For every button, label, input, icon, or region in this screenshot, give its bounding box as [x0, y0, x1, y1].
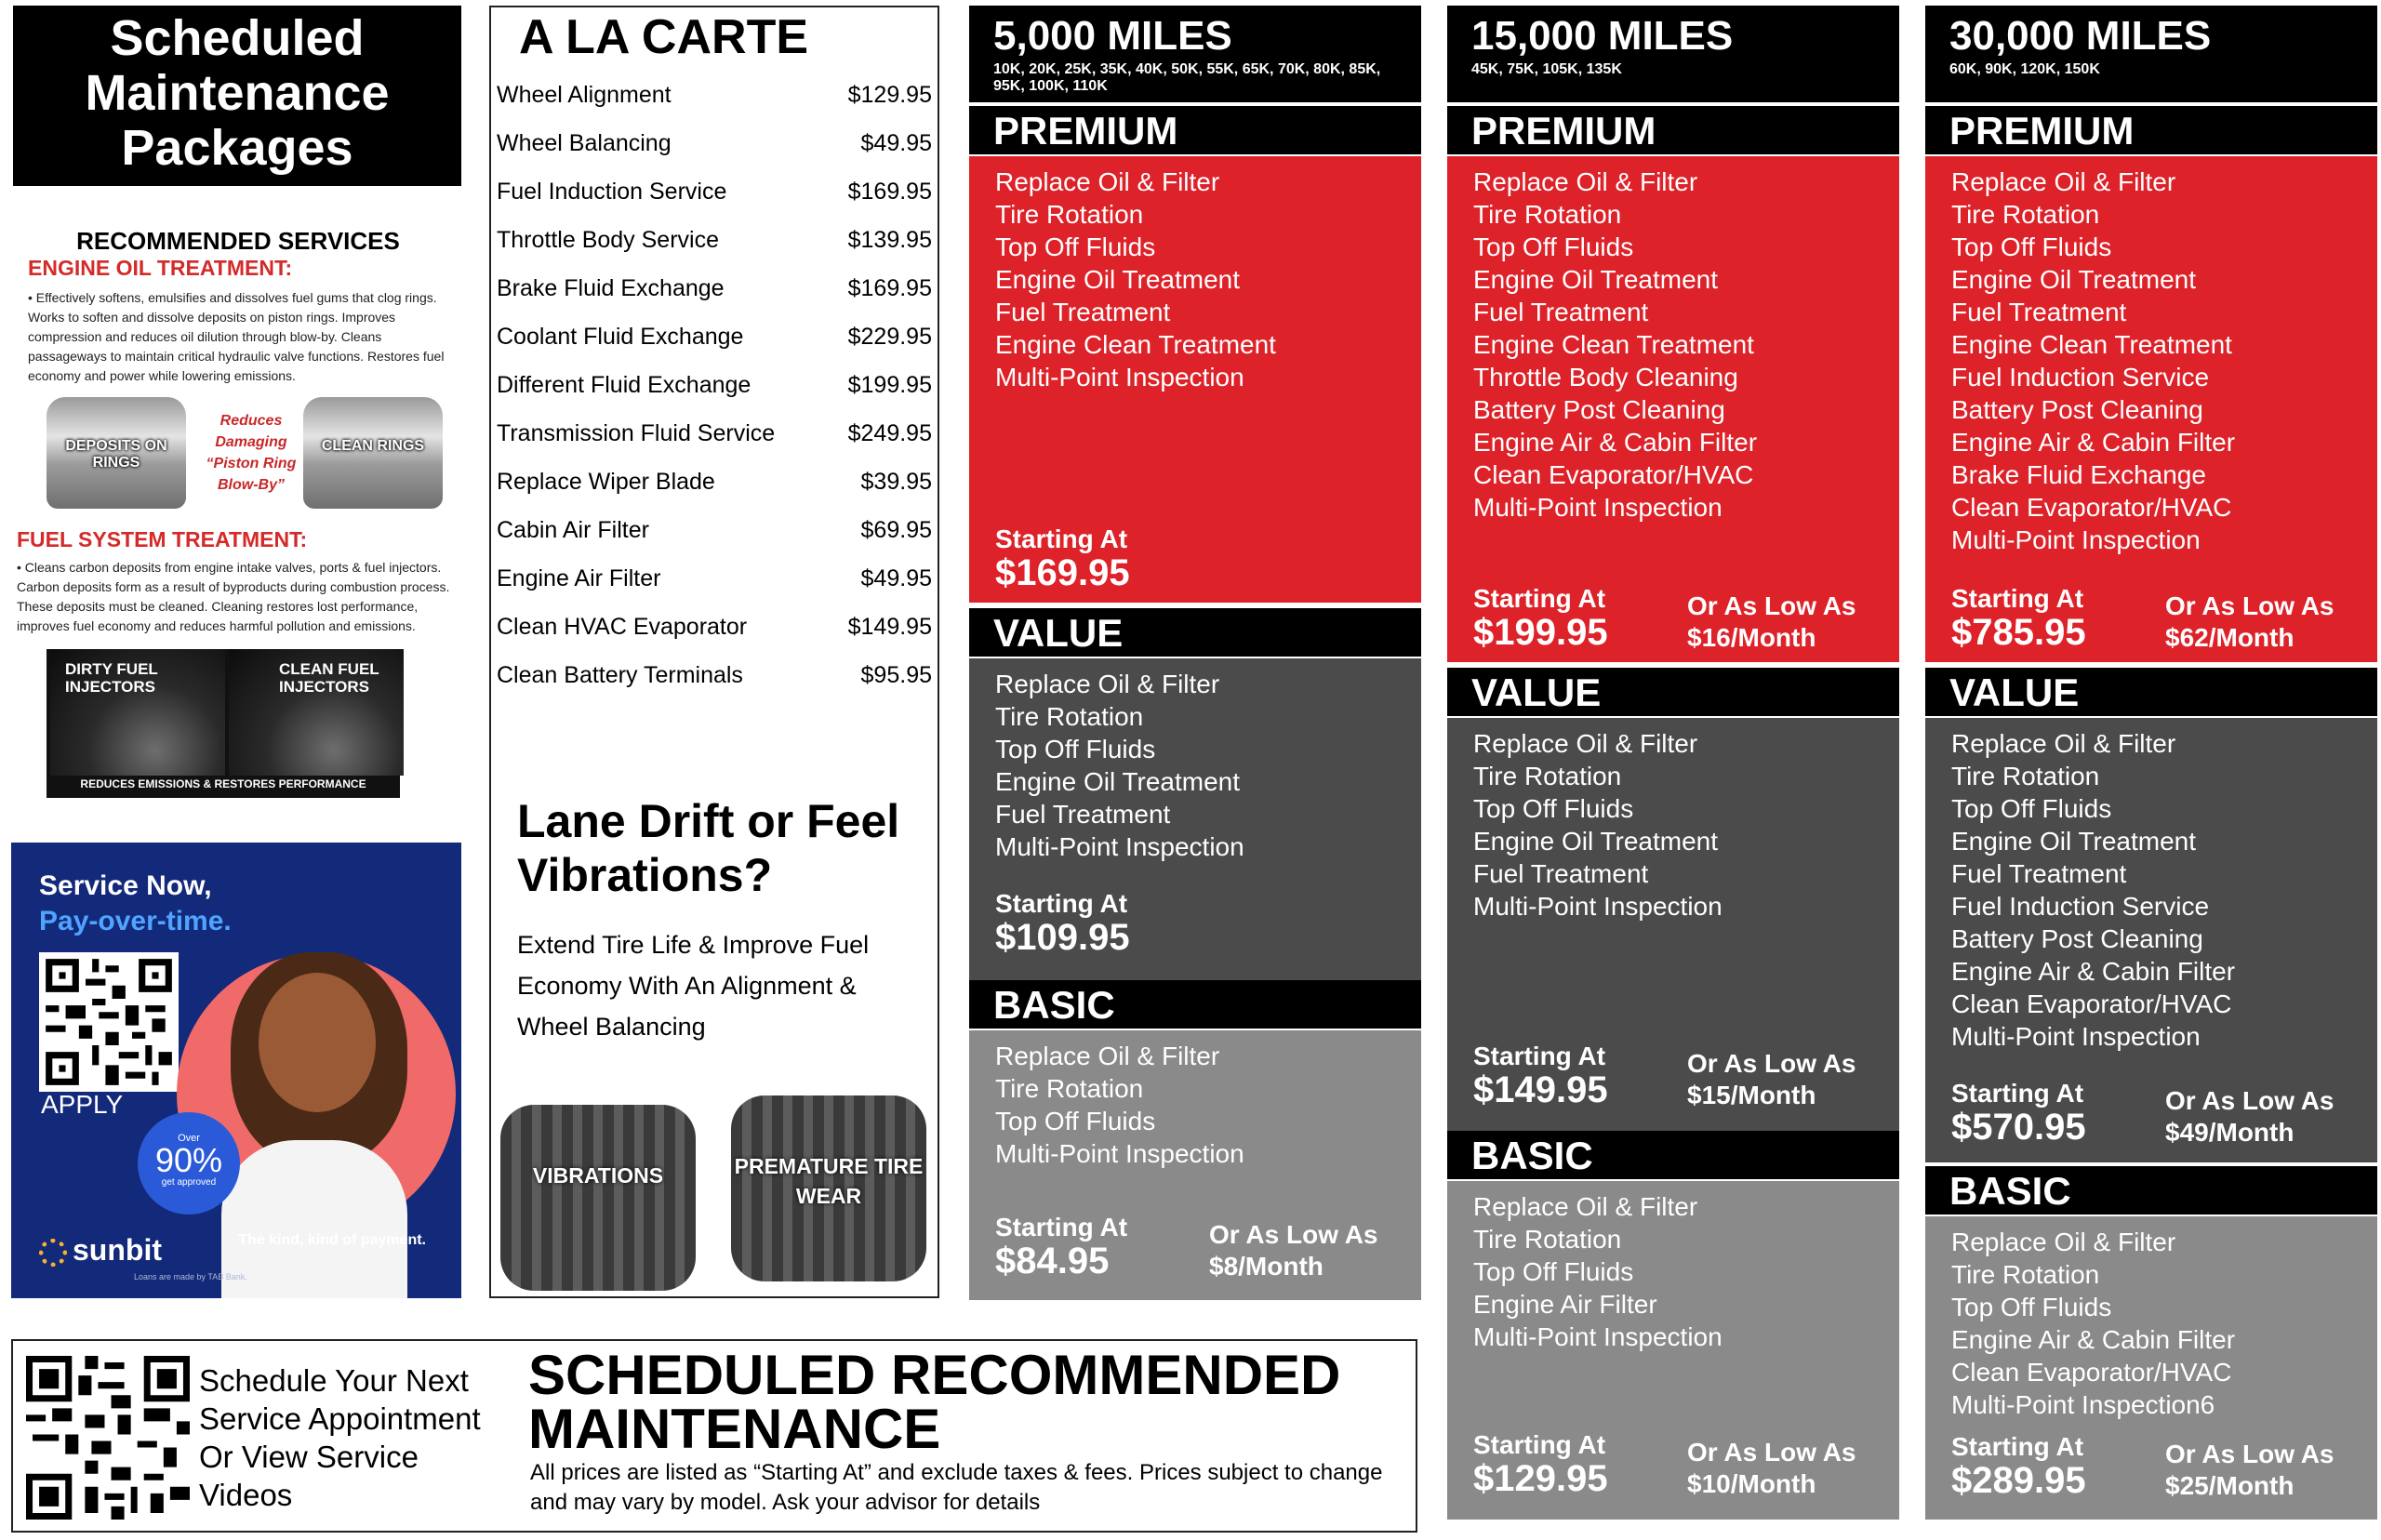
fuel-system-description: • Cleans carbon deposits from engine intake valves, ports & fuel injectors. Carbon deposits form as a result of byproducts during combustion process. These deposits must be cleaned. Cleaning restores lost performance, improves fuel economy and reduces harmful pollution and emissions.: [17, 560, 450, 633]
piston-clean-image: [303, 397, 443, 509]
or-as-low-as-label: Or As Low As: [1687, 591, 1856, 620]
starting-at-label: Starting At: [1951, 1079, 2084, 1108]
monthly-price: $8/Month: [1209, 1252, 1324, 1281]
service-item: Multi-Point Inspection: [995, 363, 1244, 392]
monthly-price: $49/Month: [2165, 1118, 2295, 1147]
service-item: Tire Rotation: [1951, 200, 2100, 229]
monthly-price: $10/Month: [1687, 1469, 1816, 1498]
tier-items: [995, 668, 1244, 863]
monthly-price: $15/Month: [1687, 1081, 1816, 1109]
service-item: Multi-Point Inspection: [995, 1139, 1244, 1168]
or-as-low-as-label: Or As Low As: [1687, 1049, 1856, 1078]
service-item: Multi-Point Inspection: [1473, 493, 1723, 522]
service-item: Top Off Fluids: [1473, 794, 1634, 823]
footer-banner: [11, 1339, 1417, 1533]
footer-headline: SCHEDULED RECOMMENDED MAINTENANCE: [528, 1344, 1341, 1460]
service-item: Engine Oil Treatment: [995, 265, 1241, 294]
tier-basic: [969, 1030, 1421, 1300]
menu-item: [497, 130, 932, 158]
service-item: Tire Rotation: [1951, 1260, 2100, 1289]
service-item: Top Off Fluids: [1951, 1293, 2112, 1321]
service-item: Battery Post Cleaning: [1951, 924, 2203, 953]
badge-approved: get approved: [161, 1177, 217, 1188]
menu-item: [497, 517, 932, 545]
service-item: Tire Rotation: [1473, 1225, 1622, 1254]
tier-header-value: VALUE: [969, 608, 1421, 657]
service-item: Engine Oil Treatment: [1473, 265, 1719, 294]
person-torso: [221, 1140, 407, 1298]
service-item: Clean Evaporator/HVAC: [1951, 989, 2232, 1018]
sunbit-tagline: The kind, kind of payment.: [238, 1232, 426, 1248]
menu-item-name: Wheel Alignment: [497, 82, 672, 108]
menu-item: [497, 179, 932, 206]
or-as-low-as-label: Or As Low As: [2165, 1440, 2334, 1468]
schedule-qr-code[interactable]: [26, 1356, 190, 1520]
tier-items: [1473, 1190, 1723, 1353]
service-item: Multi-Point Inspection: [995, 832, 1244, 861]
tier-premium: [1925, 156, 2377, 662]
schedule-text: [199, 1361, 481, 1514]
service-item: Top Off Fluids: [995, 1107, 1156, 1135]
or-as-low-as-label: Or As Low As: [1687, 1438, 1856, 1467]
menu-item-price: $199.95: [847, 372, 932, 398]
service-item: Tire Rotation: [995, 702, 1144, 731]
tier-header-value: VALUE: [1447, 668, 1899, 716]
menu-item-name: Wheel Balancing: [497, 130, 672, 156]
monthly-price: $25/Month: [2165, 1471, 2295, 1500]
or-as-low-as-label: Or As Low As: [1209, 1220, 1378, 1249]
title-line: Scheduled: [110, 10, 365, 66]
miles-title: 5,000 MILES: [993, 13, 1232, 59]
service-item: Engine Clean Treatment: [1951, 330, 2232, 359]
service-item: Replace Oil & Filter: [1473, 1192, 1698, 1221]
menu-item-name: Replace Wiper Blade: [497, 469, 715, 495]
service-item: Fuel Treatment: [1473, 298, 1649, 326]
tier-items: [1951, 166, 2235, 556]
schedule-line: Videos: [199, 1478, 293, 1512]
fuel-system-heading: FUEL SYSTEM TREATMENT:: [17, 527, 308, 551]
sunbit-qr-code[interactable]: [39, 952, 179, 1092]
tire-wear-label: PREMATURE TIRE WEAR: [734, 1154, 924, 1208]
service-item: Clean Evaporator/HVAC: [1951, 493, 2232, 522]
service-item: Engine Clean Treatment: [1473, 330, 1754, 359]
menu-item: [497, 662, 932, 690]
lane-drift-heading: Lane Drift or Feel Vibrations?: [517, 795, 900, 901]
starting-at-label: Starting At: [1951, 584, 2084, 613]
title-line: Maintenance: [85, 65, 390, 121]
service-item: Engine Air & Cabin Filter: [1473, 428, 1758, 457]
schedule-line: Or View Service: [199, 1440, 419, 1474]
menu-item-name: Clean Battery Terminals: [497, 662, 743, 688]
engine-oil-description: • Effectively softens, emulsifies and dissolves fuel gums that clog rings. Works to soften and dissolve deposits on piston rings. Improves compression and reduces oil dilution through blow-by. Cleans passageways to maintain critical hydraulic valve functions. Restores fuel economy and power while lowering emissions.: [28, 290, 445, 383]
injector-caption: REDUCES EMISSIONS & RESTORES PERFORMANCE: [80, 777, 366, 790]
service-item: Replace Oil & Filter: [1951, 1228, 2176, 1256]
service-item: Replace Oil & Filter: [1951, 729, 2176, 758]
menu-item-name: Transmission Fluid Service: [497, 420, 776, 446]
miles-header: [969, 6, 1421, 102]
service-item: Replace Oil & Filter: [995, 1042, 1220, 1070]
menu-item-price: $229.95: [847, 324, 932, 350]
tier-items: [995, 1040, 1244, 1170]
tier-header-premium: PREMIUM: [1447, 106, 1899, 154]
tier-value: [1447, 718, 1899, 1131]
tier-items: [1473, 166, 1757, 524]
service-item: Fuel Induction Service: [1951, 892, 2210, 921]
monthly-price: $62/Month: [2165, 623, 2295, 652]
service-item: Multi-Point Inspection: [1951, 525, 2201, 554]
menu-item-price: $129.95: [847, 82, 932, 108]
miles-intervals: 60K, 90K, 120K, 150K: [1949, 61, 2100, 77]
piston-clean-label: CLEAN RINGS: [321, 438, 425, 454]
tier-header-basic: BASIC: [1447, 1131, 1899, 1179]
menu-item: [497, 614, 932, 642]
service-item: Top Off Fluids: [1473, 232, 1634, 261]
service-item: Fuel Induction Service: [1951, 363, 2210, 392]
starting-price: $785.95: [1951, 612, 2086, 653]
menu-item-name: Engine Air Filter: [497, 565, 661, 591]
service-item: Multi-Point Inspection: [1473, 892, 1723, 921]
miles-header: [1925, 6, 2377, 102]
menu-item-price: $95.95: [860, 662, 932, 688]
service-item: Engine Air & Cabin Filter: [1951, 428, 2236, 457]
tire-vibrations-image: [500, 1105, 696, 1291]
menu-item: [497, 469, 932, 497]
approval-badge: [138, 1112, 240, 1215]
service-item: Top Off Fluids: [995, 232, 1156, 261]
service-item: Engine Oil Treatment: [1473, 827, 1719, 856]
menu-item: [497, 275, 932, 303]
tier-header-premium: PREMIUM: [1925, 106, 2377, 154]
service-item: Tire Rotation: [995, 1074, 1144, 1103]
starting-at-label: Starting At: [1473, 584, 1606, 613]
sunbit-subheadline: Pay-over-time.: [39, 906, 232, 936]
menu-item: [497, 227, 932, 255]
menu-item-name: Clean HVAC Evaporator: [497, 614, 748, 640]
menu-item: [497, 420, 932, 448]
service-item: Multi-Point Inspection: [1951, 1022, 2201, 1051]
service-item: Fuel Treatment: [1473, 859, 1649, 888]
starting-at-label: Starting At: [1473, 1430, 1606, 1459]
clean-injector-label: CLEAN FUEL INJECTORS: [279, 660, 379, 696]
service-item: Tire Rotation: [1951, 762, 2100, 790]
starting-price: $129.95: [1473, 1458, 1608, 1499]
service-item: Brake Fluid Exchange: [1951, 460, 2206, 489]
badge-percent: 90%: [154, 1141, 223, 1179]
menu-item-name: Different Fluid Exchange: [497, 372, 752, 398]
engine-oil-heading: ENGINE OIL TREATMENT:: [28, 256, 293, 280]
apply-label[interactable]: APPLY: [41, 1090, 124, 1119]
service-item: Engine Air & Cabin Filter: [1951, 957, 2236, 986]
service-item: Tire Rotation: [1473, 200, 1622, 229]
menu-item-price: $139.95: [847, 227, 932, 253]
schedule-line: Service Appointment: [199, 1401, 481, 1436]
service-item: Engine Air & Cabin Filter: [1951, 1325, 2236, 1354]
service-item: Top Off Fluids: [1951, 232, 2112, 261]
tier-basic: [1447, 1181, 1899, 1520]
starting-price: $84.95: [995, 1241, 1110, 1281]
schedule-line: Schedule Your Next: [199, 1363, 469, 1398]
starting-price: $199.95: [1473, 612, 1608, 653]
miles-intervals: 10K, 20K, 25K, 35K, 40K, 50K, 55K, 65K, 70K, 80K, 85K, 95K, 100K, 110K: [993, 61, 1381, 94]
page-title: [13, 6, 461, 186]
menu-item: [497, 372, 932, 400]
service-item: Tire Rotation: [995, 200, 1144, 229]
service-item: Multi-Point Inspection6: [1951, 1390, 2215, 1419]
starting-price: $169.95: [995, 552, 1130, 593]
menu-item: [497, 82, 932, 110]
service-item: Replace Oil & Filter: [1951, 167, 2176, 196]
tier-value: [1925, 718, 2377, 1162]
sunbit-headline: Service Now,: [39, 870, 212, 901]
person-face: [259, 973, 376, 1112]
tier-items: [995, 166, 1276, 393]
miles-title: 30,000 MILES: [1949, 13, 2212, 59]
service-item: Fuel Treatment: [995, 800, 1171, 829]
title-line: Packages: [121, 120, 353, 176]
starting-at-label: Starting At: [1951, 1432, 2084, 1461]
service-item: Engine Oil Treatment: [1951, 265, 2197, 294]
menu-item-name: Brake Fluid Exchange: [497, 275, 725, 301]
service-item: Clean Evaporator/HVAC: [1951, 1358, 2232, 1387]
service-item: Fuel Treatment: [1951, 298, 2127, 326]
service-item: Engine Oil Treatment: [995, 767, 1241, 796]
menu-item-price: $169.95: [847, 275, 932, 301]
menu-item-name: Fuel Induction Service: [497, 179, 727, 205]
menu-item-price: $69.95: [860, 517, 932, 543]
sunbit-ad: [11, 843, 461, 1298]
service-item: Replace Oil & Filter: [1473, 729, 1698, 758]
service-item: Top Off Fluids: [1473, 1257, 1634, 1286]
service-item: Fuel Treatment: [1951, 859, 2127, 888]
menu-item-price: $149.95: [847, 614, 932, 640]
menu-item-name: Throttle Body Service: [497, 227, 719, 253]
menu-item-price: $169.95: [847, 179, 932, 205]
menu-item-price: $49.95: [860, 130, 932, 156]
service-item: Replace Oil & Filter: [995, 167, 1220, 196]
dirty-injector-label: DIRTY FUEL INJECTORS: [65, 660, 158, 696]
tier-premium: [1447, 156, 1899, 662]
tier-premium: [969, 156, 1421, 603]
service-item: Multi-Point Inspection: [1473, 1322, 1723, 1351]
a-la-carte-panel: [489, 6, 939, 1298]
service-item: Battery Post Cleaning: [1473, 395, 1725, 424]
tier-items: [1473, 727, 1723, 923]
tier-header-basic: BASIC: [1925, 1166, 2377, 1215]
sunbit-logo: [39, 1233, 162, 1268]
service-item: Engine Oil Treatment: [1951, 827, 2197, 856]
miles-title: 15,000 MILES: [1471, 13, 1734, 59]
menu-item-name: Coolant Fluid Exchange: [497, 324, 744, 350]
service-item: Replace Oil & Filter: [995, 670, 1220, 698]
sunbit-fine-print: Loans are made by TAB Bank.: [134, 1272, 247, 1281]
menu-item: [497, 565, 932, 593]
menu-item-price: $39.95: [860, 469, 932, 495]
or-as-low-as-label: Or As Low As: [2165, 1086, 2334, 1115]
starting-at-label: Starting At: [995, 1213, 1128, 1241]
starting-at-label: Starting At: [995, 889, 1128, 918]
badge-over: Over: [178, 1133, 200, 1144]
service-item: Throttle Body Cleaning: [1473, 363, 1738, 392]
starting-at-label: Starting At: [995, 524, 1128, 553]
service-item: Replace Oil & Filter: [1473, 167, 1698, 196]
service-item: Top Off Fluids: [1951, 794, 2112, 823]
starting-at-label: Starting At: [1473, 1042, 1606, 1070]
menu-item-name: Cabin Air Filter: [497, 517, 649, 543]
tier-value: [969, 658, 1421, 980]
service-item: Engine Air Filter: [1473, 1290, 1657, 1319]
tire-vibrations-label: VIBRATIONS: [532, 1163, 664, 1188]
injectors-image: [47, 649, 400, 798]
starting-price: $289.95: [1951, 1460, 2086, 1501]
tire-wear-image: [731, 1095, 926, 1281]
piston-deposits-label: DEPOSITS ON RINGS: [65, 438, 167, 471]
starting-price: $570.95: [1951, 1107, 2086, 1148]
tier-header-premium: PREMIUM: [969, 106, 1421, 154]
piston-deposits-image: [47, 397, 186, 509]
tier-header-value: VALUE: [1925, 668, 2377, 716]
miles-intervals: 45K, 75K, 105K, 135K: [1471, 61, 1622, 77]
service-item: Tire Rotation: [1473, 762, 1622, 790]
menu-item-price: $249.95: [847, 420, 932, 446]
sunbit-brand-text: sunbit: [73, 1233, 162, 1267]
starting-price: $109.95: [995, 917, 1130, 958]
tier-items: [1951, 727, 2235, 1053]
service-item: Clean Evaporator/HVAC: [1473, 460, 1754, 489]
menu-item-price: $49.95: [860, 565, 932, 591]
service-item: Top Off Fluids: [995, 735, 1156, 763]
service-item: Battery Post Cleaning: [1951, 395, 2203, 424]
reduces-blowby-text: Reduces Damaging “Piston Ring Blow-By”: [206, 413, 297, 493]
sun-icon: [39, 1239, 67, 1267]
a-la-carte-title: A LA CARTE: [519, 10, 809, 64]
service-item: Engine Clean Treatment: [995, 330, 1276, 359]
starting-price: $149.95: [1473, 1069, 1608, 1110]
recommended-services: [13, 227, 463, 798]
piston-images: [13, 397, 463, 520]
tier-items: [1951, 1226, 2235, 1421]
or-as-low-as-label: Or As Low As: [2165, 591, 2334, 620]
lane-drift-body: Extend Tire Life & Improve Fuel Economy With An Alignment & Wheel Balancing: [517, 931, 870, 1041]
tier-basic: [1925, 1216, 2377, 1520]
pricing-disclaimer: All prices are listed as “Starting At” and exclude taxes & fees. Prices subject to change and may vary by model. Ask your advisor for details: [530, 1460, 1383, 1515]
menu-item: [497, 324, 932, 352]
service-item: Fuel Treatment: [995, 298, 1171, 326]
recommended-heading: RECOMMENDED SERVICES: [76, 227, 400, 255]
tier-header-basic: BASIC: [969, 980, 1421, 1029]
miles-header: [1447, 6, 1899, 102]
monthly-price: $16/Month: [1687, 623, 1816, 652]
